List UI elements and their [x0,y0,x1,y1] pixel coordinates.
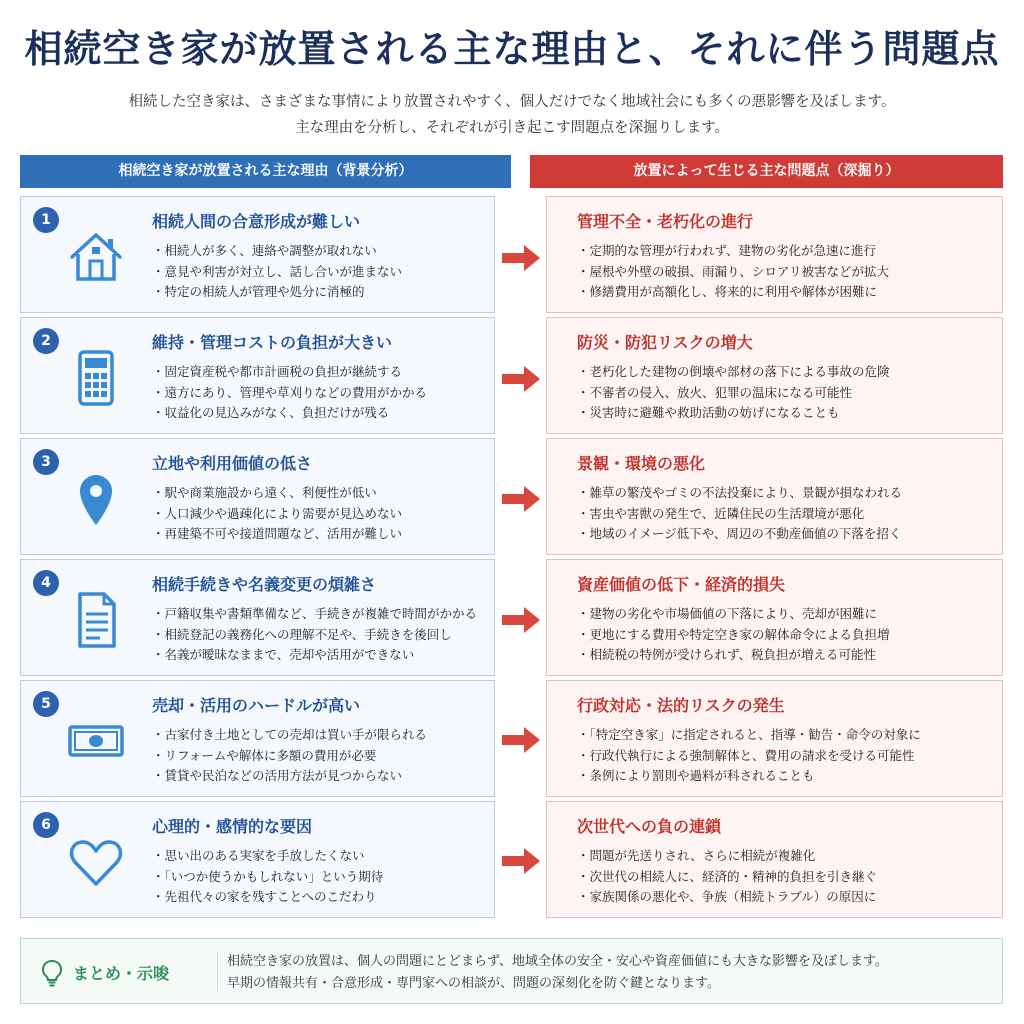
list-item: ・ 固定資産税や都市計画税の負担が継続する [152,362,427,383]
list-item: ・ 不審者の侵入、放火、犯罪の温床になる可能性 [577,383,890,404]
list-item: ・ 老朽化した建物の倒壊や部材の落下による事故の危険 [577,362,890,383]
reason-title: 立地や利用価値の低さ [152,454,313,473]
reason-card-2 [20,317,495,434]
list-item: ・ 先祖代々の家を残すことへのこだわり [152,887,383,908]
list-item: ・ 収益化の見込みがなく、負担だけが残る [152,403,427,424]
list-item: ・ 地域のイメージ低下や、周辺の不動産価値の下落を招く [577,524,902,545]
list-item: ・ 相続登記の義務化への理解不足や、手続きを後回し [152,625,477,646]
problem-bullet-list [577,604,890,666]
page-subtitle-line-2: 主な理由を分析し、それぞれが引き起こす問題点を深掘りします。 [295,120,729,136]
list-item: ・ 駅や商業施設から遠く、利便性が低い [152,483,402,504]
list-item: ・ 意見や利害が対立し、話し合いが進まない [152,262,402,283]
right-arrow-icon [500,846,542,876]
summary-box [20,938,1003,1004]
reason-card-4 [20,559,495,676]
problem-title: 行政対応・法的リスクの発生 [577,696,785,715]
summary-line-2: 早期の情報共有・合意形成・専門家への相談が、問題の深刻化を防ぐ鍵となります。 [227,976,720,991]
reason-title: 売却・活用のハードルが高い [152,696,361,715]
list-item: ・ 更地にする費用や特定空き家の解体命令による負担増 [577,625,890,646]
reason-bullet-list [152,604,477,666]
list-item: ・ 害虫や害獣の発生で、近隣住民の生活環境が悪化 [577,504,902,525]
location-pin-icon [66,469,126,529]
lightbulb-icon [41,959,63,987]
reason-number-badge: 4 [33,570,59,596]
calculator-icon [66,348,126,408]
list-item: ・ 思い出のある実家を手放したくない [152,846,383,867]
house-icon [66,227,126,287]
reason-number-badge: 2 [33,328,59,354]
list-item: ・ 修繕費用が高額化し、将来的に利用や解体が困難に [577,282,889,303]
problem-card-5 [546,680,1003,797]
reason-bullet-list [152,362,427,424]
page-subtitle-line-1: 相続した空き家は、さまざまな事情により放置されやすく、個人だけでなく地域社会にも多くの悪影響を及ぼします。 [128,94,896,110]
problem-title: 管理不全・老朽化の進行 [577,212,754,231]
reason-bullet-list [152,483,402,545]
list-item: ・ 雑草の繁茂やゴミの不法投棄により、景観が損なわれる [577,483,902,504]
right-arrow-icon [500,725,542,755]
right-arrow-icon [500,484,542,514]
problem-bullet-list [577,846,877,908]
problem-bullet-list [577,725,921,787]
banknote-icon [66,711,126,771]
list-item: ・ 人口減少や過疎化により需要が見込めない [152,504,402,525]
reason-bullet-list [152,241,402,303]
list-item: ・ 相続税の特例が受けられず、税負担が増える可能性 [577,645,890,666]
problem-card-2 [546,317,1003,434]
list-item: ・ 「特定空き家」に指定されると、指導・勧告・命令の対象に [577,725,921,746]
right-arrow-icon [500,605,542,635]
list-item: ・ 相続人が多く、連絡や調整が取れない [152,241,402,262]
problem-title: 防災・防犯リスクの増大 [577,333,753,352]
right-arrow-icon [500,243,542,273]
list-item: ・ 「いつか使うかもしれない」という期待 [152,867,383,888]
problem-bullet-list [577,241,889,303]
problem-title: 景観・環境の悪化 [577,454,706,473]
reason-title: 相続手続きや名義変更の煩雑さ [152,575,377,594]
heart-icon [66,832,126,892]
problem-bullet-list [577,362,890,424]
list-item: ・ 再建築不可や接道問題など、活用が難しい [152,524,402,545]
list-item: ・ 次世代の相続人に、経済的・精神的負担を引き継ぐ [577,867,877,888]
problem-card-1 [546,196,1003,313]
list-item: ・ 特定の相続人が管理や処分に消極的 [152,282,402,303]
problem-card-4 [546,559,1003,676]
page-title: 相続空き家が放置される主な理由と、それに伴う問題点 [24,26,1000,71]
list-item: ・ 屋根や外壁の破損、雨漏り、シロアリ被害などが拡大 [577,262,889,283]
list-item: ・ 戸籍収集や書類準備など、手続きが複雑で時間がかかる [152,604,477,625]
list-item: ・ 古家付き土地としての売却は買い手が限られる [152,725,427,746]
problem-bullet-list [577,483,902,545]
summary-text [227,951,888,995]
reason-number-badge: 3 [33,449,59,475]
reason-card-5 [20,680,495,797]
reason-bullet-list [152,725,427,787]
reason-number-badge: 6 [33,812,59,838]
reason-card-3 [20,438,495,555]
list-item: ・ リフォームや解体に多額の費用が必要 [152,746,427,767]
list-item: ・ 名義が曖昧なままで、売却や活用ができない [152,645,477,666]
problem-card-3 [546,438,1003,555]
problems-column-header: 放置によって生じる主な問題点（深掘り） [530,155,1003,188]
reason-number-badge: 5 [33,691,59,717]
list-item: ・ 問題が先送りされ、さらに相続が複雑化 [577,846,877,867]
reason-number-badge: 1 [33,207,59,233]
problem-title: 資産価値の低下・経済的損失 [577,575,786,594]
summary-divider [217,951,218,991]
list-item: ・ 災害時に避難や救助活動の妨げになることも [577,403,890,424]
reason-bullet-list [152,846,383,908]
problem-title: 次世代への負の連鎖 [577,817,722,836]
reason-title: 維持・管理コストの負担が大きい [152,333,393,352]
reason-title: 心理的・感情的な要因 [152,817,313,836]
list-item: ・ 遠方にあり、管理や草刈りなどの費用がかかる [152,383,427,404]
problem-card-6 [546,801,1003,918]
list-item: ・ 行政代執行による強制解体と、費用の請求を受ける可能性 [577,746,921,767]
right-arrow-icon [500,364,542,394]
reason-card-1 [20,196,495,313]
summary-label: まとめ・示唆 [73,964,170,983]
list-item: ・ 条例により罰則や過料が科されることも [577,766,921,787]
list-item: ・ 建物の劣化や市場価値の下落により、売却が困難に [577,604,890,625]
reason-card-6 [20,801,495,918]
document-icon [66,590,126,650]
summary-line-1: 相続空き家の放置は、個人の問題にとどまらず、地域全体の安全・安心や資産価値にも大きな影響を及ぼします。 [227,954,888,969]
list-item: ・ 家族関係の悪化や、争族（相続トラブル）の原因に [577,887,877,908]
reasons-column-header: 相続空き家が放置される主な理由（背景分析） [20,155,511,188]
list-item: ・ 定期的な管理が行われず、建物の劣化が急速に進行 [577,241,889,262]
reason-title: 相続人間の合意形成が難しい [152,212,361,231]
list-item: ・ 賃貸や民泊などの活用方法が見つからない [152,766,427,787]
